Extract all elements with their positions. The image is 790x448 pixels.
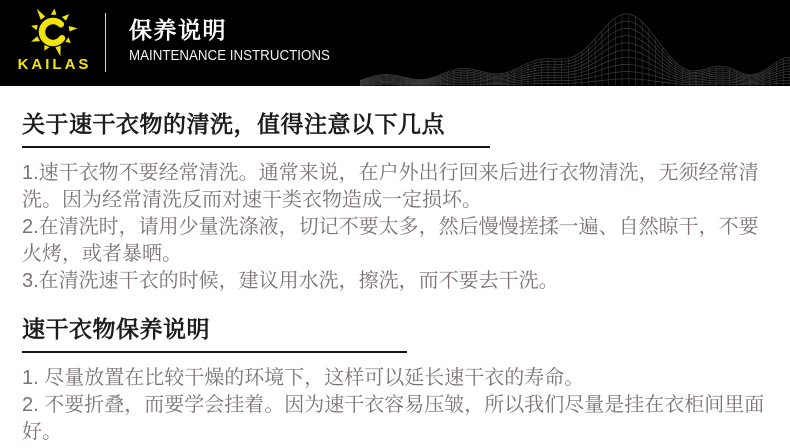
list-item: 1.速干衣物不要经常清洗。通常来说，在户外出行回来后进行衣物清洗，无须经常清洗。因为经常清洗反而对速干类衣物造成一定损坏。 (22, 162, 759, 211)
washing-tips-list (22, 160, 772, 295)
header-divider (105, 13, 106, 72)
list-item: 2. 不要折叠，而要学会挂着。因为速干衣容易压皱，所以我们尽量是挂在衣柜间里面好。 (22, 394, 765, 443)
page-title: 保养说明 (129, 17, 227, 43)
heading-underline (22, 351, 407, 353)
list-item: 1. 尽量放置在比较干燥的环境下，这样可以延长速干衣的寿命。 (22, 367, 585, 389)
brand-name: KAILAS (17, 56, 92, 73)
list-item: 2.在清洗时，请用少量洗涤液，切记不要太多，然后慢慢搓揉一遍、自然晾干，不要火烤，或者暴晒。 (22, 216, 759, 265)
header-titles (129, 17, 347, 64)
sun-icon (23, 5, 83, 59)
section-care-instructions (22, 295, 772, 446)
section-heading: 关于速干衣物的清洗，值得注意以下几点 (22, 111, 445, 137)
terrain-wireframe-icon (360, 0, 790, 86)
heading-underline (22, 146, 490, 148)
header (0, 0, 790, 86)
brand-logo (10, 5, 96, 81)
section-washing-tips (22, 86, 772, 295)
content (0, 86, 790, 446)
section-heading: 速干衣物保养说明 (22, 316, 210, 342)
care-instructions-list (22, 365, 772, 446)
list-item: 3.在清洗速干衣的时候，建议用水洗，擦洗，而不要去干洗。 (22, 270, 559, 292)
page-subtitle: MAINTENANCE INSTRUCTIONS (129, 48, 330, 64)
